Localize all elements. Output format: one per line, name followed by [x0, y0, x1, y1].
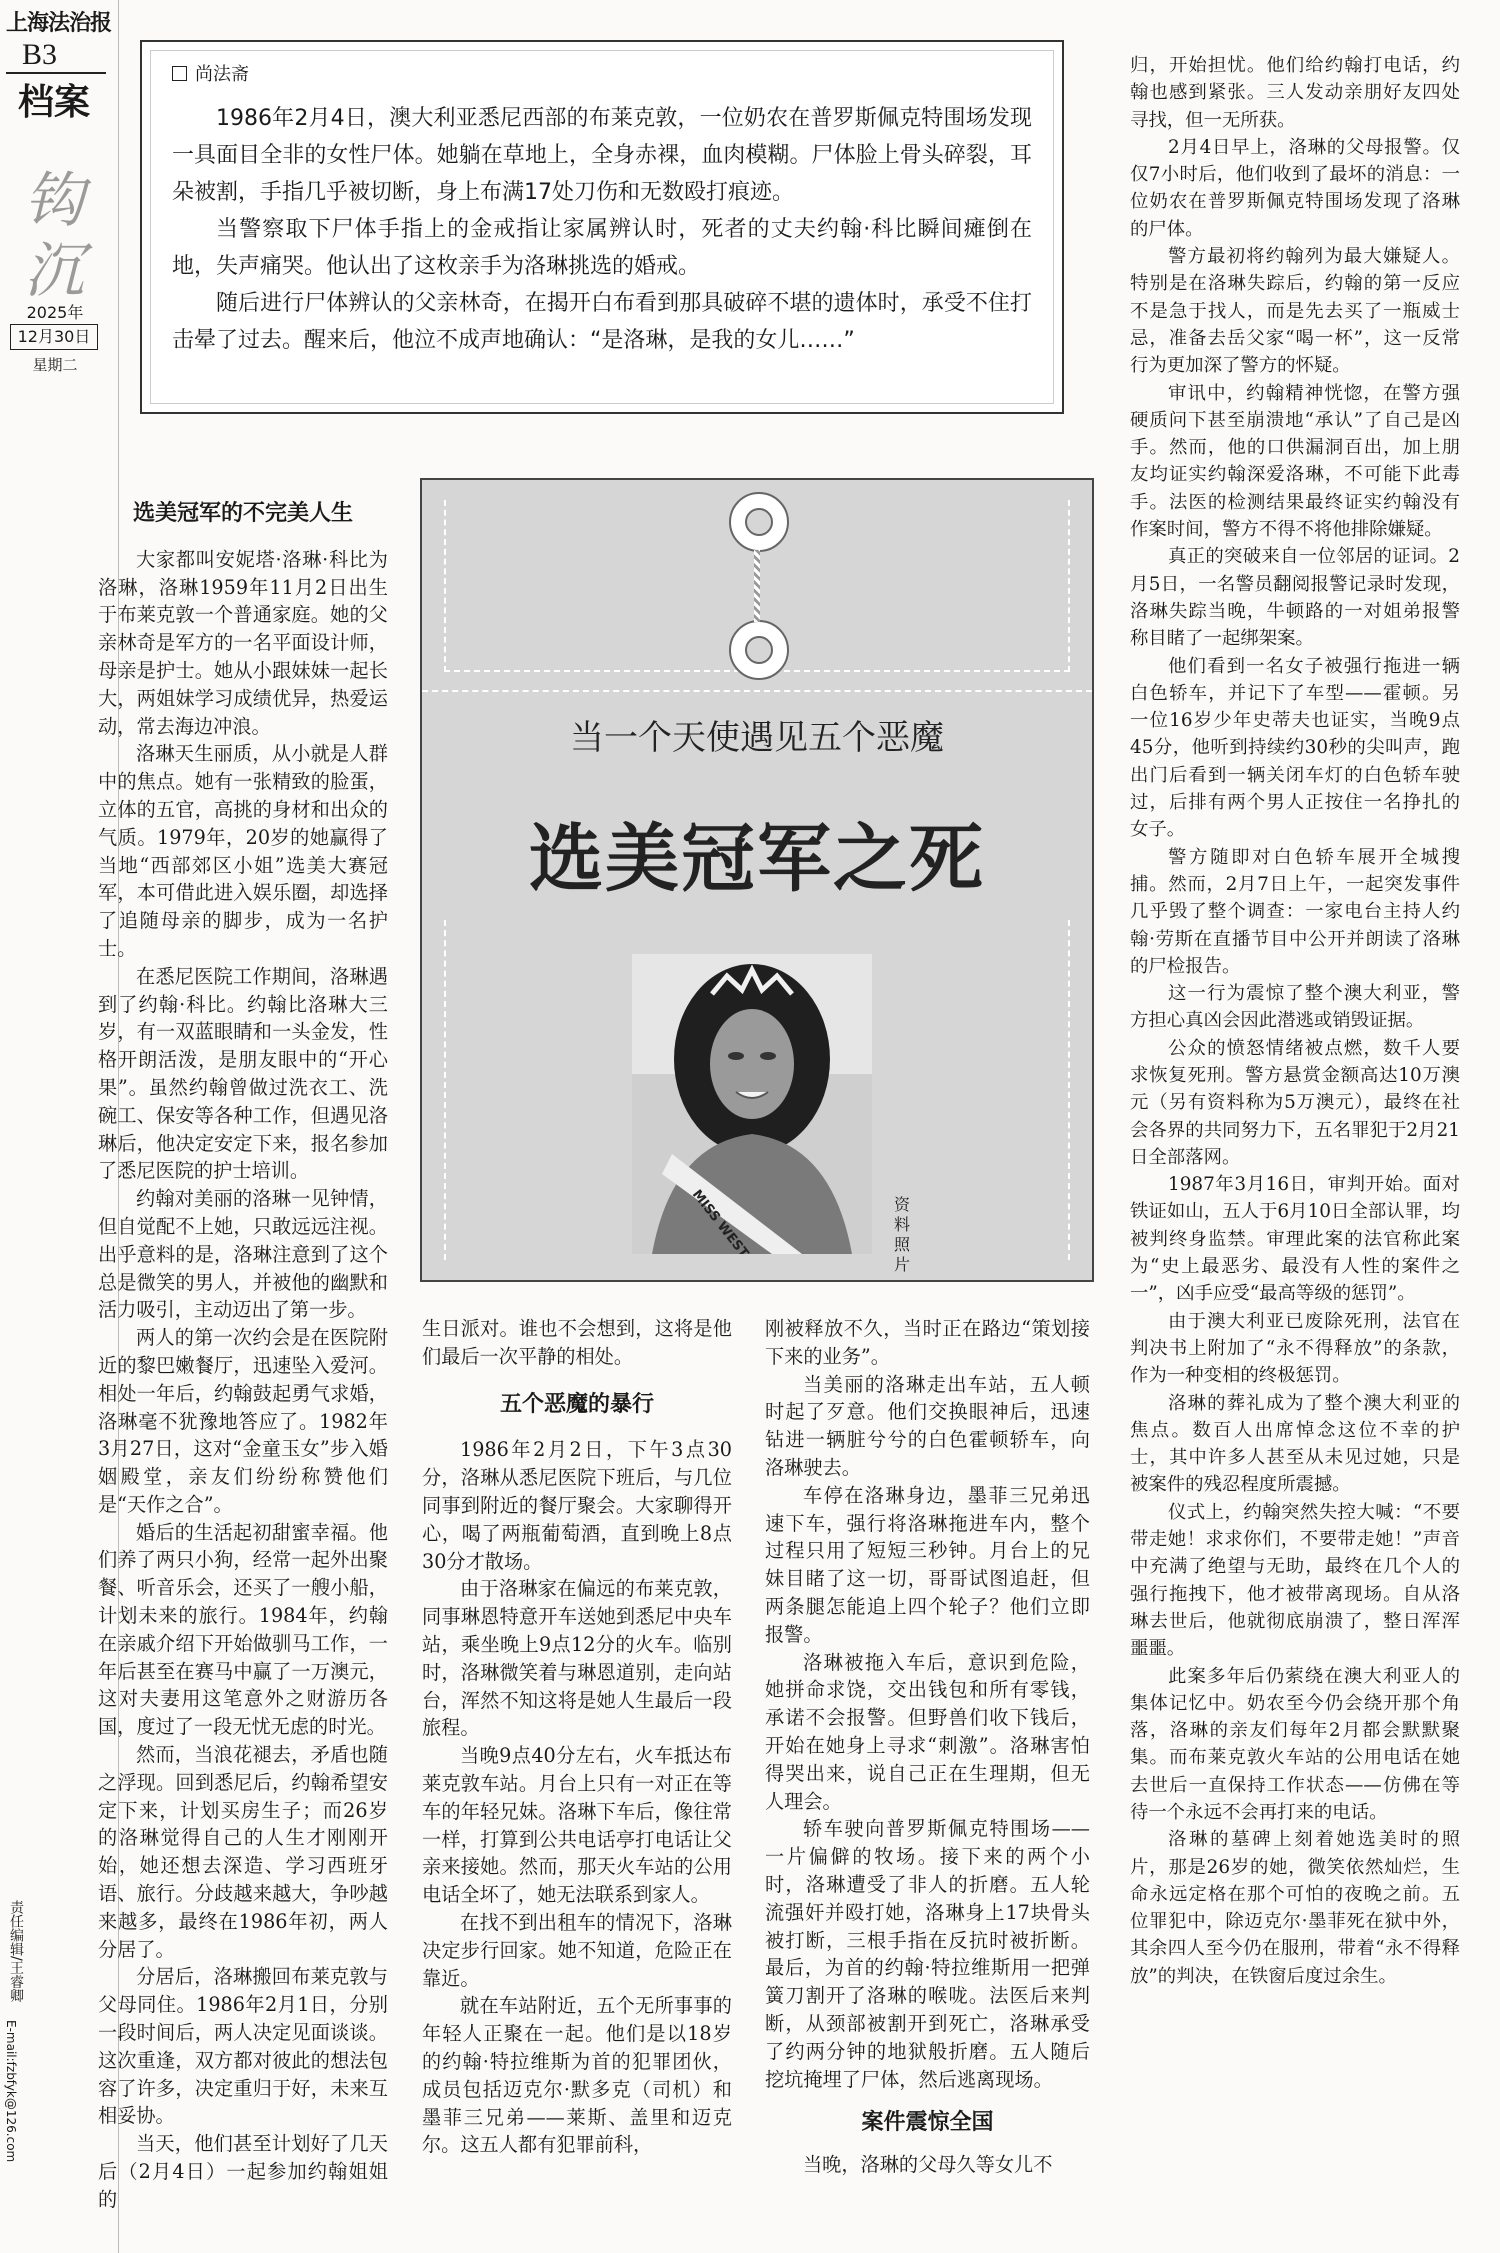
paragraph: 就在车站附近，五个无所事事的年轻人正聚在一起。他们是以18岁的约翰·特拉维斯为首的犯罪团伙，成员包括迈克尔·默多克（司机）和墨菲三兄弟——莱斯、盖里和迈克尔。这五人都有犯罪前科， [422, 1994, 732, 2157]
byline [172, 60, 249, 86]
headline-kicker: 当一个天使遇见五个恶魔 [570, 718, 944, 758]
article-column-2 [422, 1315, 732, 2159]
paragraph: 1986年2月2日，下午3点30分，洛琳从悉尼医院下班后，与几位同事到附近的餐厅聚会。大家聊得开心，喝了两瓶葡萄酒，直到晚上8点30分才散场。 [422, 1438, 732, 1573]
paragraph-continued: 归，开始担忧。他们给约翰打电话，约翰也感到紧张。三人发动亲朋好友四处寻找，但一无所获。 [1130, 55, 1460, 131]
editor-email: E-mail:fzbfyk@126.com [4, 2020, 18, 2163]
paragraph: 真正的突破来自一位邻居的证词。2月5日，一名警员翻阅报警记录时发现，洛琳失踪当晚，牛顿路的一对姐弟报警称目睹了一起绑架案。 [1130, 546, 1460, 650]
intro-box [140, 40, 1064, 414]
paragraph: 洛琳天生丽质，从小就是人群中的焦点。她有一张精致的脸蛋，立体的五官，高挑的身材和出众的气质。1979年，20岁的她赢得了当地“西部郊区小姐”选美大赛冠军，本可借此进入娱乐圈，却选择了追随母亲的脚步，成为一名护士。 [98, 742, 388, 960]
page-number: B3 [22, 38, 58, 71]
section-name-history: 钩沉 [24, 166, 84, 306]
headline-title: 选美冠军之死 [529, 816, 985, 902]
intro-paragraph: 1986年2月4日，澳大利亚悉尼西部的布莱克敦，一位奶农在普罗斯佩克特围场发现一具面目全非的女性尸体。她躺在草地上，全身赤裸，血肉模糊。尸体脸上骨头碎裂，耳朵被割，手指几乎被切断，身上布满17处刀伤和无数殴打痕迹。 [172, 106, 1032, 205]
paragraph: 公众的愤怒情绪被点燃，数千人要求恢复死刑。警方悬赏金额高达10万澳元（另有资料称为5万澳元），最终在社会各界的共同努力下，五名罪犯于2月21日全部落网。 [1130, 1037, 1460, 1168]
editor-credit: 责任编辑/王睿卿 [8, 1900, 24, 2003]
newspaper-logo: 上海法治报 [6, 10, 112, 36]
headline-envelope-graphic [420, 478, 1094, 1282]
intro-paragraph: 当警察取下尸体手指上的金戒指让家属辨认时，死者的丈夫约翰·科比瞬间瘫倒在地，失声痛哭。他认出了这枚亲手为洛琳挑选的婚戒。 [172, 217, 1032, 279]
byline-author: 尚法斋 [195, 64, 249, 85]
paragraph-continued: 生日派对。谁也不会想到，这将是他们最后一次平静的相处。 [422, 1317, 732, 1368]
subhead: 选美冠军的不完美人生 [132, 501, 353, 526]
paragraph: 审讯中，约翰精神恍惚，在警方强硬质问下甚至崩溃地“承认”了自己是凶手。然而，他的口供漏洞百出，加上朋友均证实约翰深爱洛琳，不可能下此毒手。法医的检测结果最终证实约翰没有作案时间，警方不得不将他排除嫌疑。 [1130, 382, 1460, 541]
paragraph: 在悉尼医院工作期间，洛琳遇到了约翰·科比。约翰比洛琳大三岁，有一双蓝眼睛和一头金发，性格开朗活泼，是朋友眼中的“开心果”。虽然约翰曾做过洗衣工、洗碗工、保安等各种工作，但遇见洛琳后，他决定安定下来，报名参加了悉尼医院的护士培训。 [98, 964, 388, 1183]
paragraph: 这一行为震惊了整个澳大利亚，警方担心真凶会因此潜逃或销毁证据。 [1130, 983, 1460, 1032]
paragraph: 分居后，洛琳搬回布莱克敦与父母同住。1986年2月1日，分别一段时间后，两人决定见面谈谈。这次重逢，双方都对彼此的想法包容了许多，决定重归于好，未来互相妥协。 [98, 1965, 388, 2128]
paragraph: 在找不到出租车的情况下，洛琳决定步行回家。她不知道，危险正在靠近。 [422, 1910, 732, 1990]
paragraph: 仪式上，约翰突然失控大喊：“不要带走她！求求你们，不要带走她！”声音中充满了绝望与无助，最终在几个人的强行拖拽下，他才被带离现场。自从洛琳去世后，他就彻底崩溃了，整日浑浑噩噩。 [1130, 1501, 1460, 1660]
paragraph: 此案多年后仍萦绕在澳大利亚人的集体记忆中。奶农至今仍会绕开那个角落，洛琳的亲友们每年2月都会默默聚集。而布莱克敦火车站的公用电话在她去世后一直保持工作状态——仿佛在等待一个永远不会再打来的电话。 [1130, 1665, 1460, 1823]
paragraph: 轿车驶向普罗斯佩克特围场——一片偏僻的牧场。接下来的两个小时，洛琳遭受了非人的折磨。五人轮流强奸并殴打她，洛琳身上17块骨头被打断，三根手指在反抗时被折断。最后，为首的约翰·特拉维斯用一把弹簧刀割开了洛琳的喉咙。法医后来判断，从颈部被割开到死亡，洛琳承受了约两分钟的地狱般折磨。五人随后挖坑掩埋了尸体，然后逃离现场。 [765, 1817, 1090, 2091]
masthead-rule [6, 72, 106, 74]
paragraph-continued: 刚被释放不久，当时正在路边“策划接下来的业务”。 [765, 1317, 1090, 1368]
portrait-illustration [632, 954, 872, 1254]
button-circle-icon [729, 620, 789, 680]
section-name-archive: 档案 [17, 82, 90, 123]
subhead: 案件震惊全国 [861, 2110, 994, 2136]
intro-paragraph: 随后进行尸体辨认的父亲林奇，在揭开白布看到那具破碎不堪的遗体时，承受不住打击晕了过去。醒来后，他泣不成声地确认：“是洛琳，是我的女儿……” [172, 291, 1032, 353]
paragraph: 当美丽的洛琳走出车站，五人顿时起了歹意。他们交换眼神后，迅速钻进一辆脏兮兮的白色霍顿轿车，向洛琳驶去。 [765, 1372, 1090, 1479]
paragraph: 大家都叫安妮塔·洛琳·科比为洛琳，洛琳1959年11月2日出生于布莱克敦一个普通家庭。她的父亲林奇是军方的一名平面设计师，母亲是护士。她从小跟妹妹一起长大，两姐妹学习成绩优异，热爱运动，常去海边冲浪。 [98, 547, 388, 738]
issue-year: 2025年 [26, 303, 84, 322]
envelope-string [754, 550, 760, 622]
article-column-1 [98, 500, 388, 2214]
paragraph: 警方最初将约翰列为最大嫌疑人。特别是在洛琳失踪后，约翰的第一反应不是急于找人，而是先去买了一瓶威士忌，准备去岳父家“喝一杯”，这一反常行为更加深了警方的怀疑。 [1130, 246, 1460, 377]
paragraph: 洛琳的墓碑上刻着她选美时的照片，那是26岁的她，微笑依然灿烂，生命永远定格在那个可怕的夜晚之前。五位罪犯中，除迈克尔·墨菲死在狱中外，其余四人至今仍在服刑，带着“永不得释放”的判决，在铁窗后度过余生。 [1130, 1829, 1460, 1987]
issue-date: 12月30日 [10, 324, 98, 350]
button-circle-icon [729, 492, 789, 552]
paragraph: 警方随即对白色轿车展开全城搜捕。然而，2月7日上午，一起突发事件几乎毁了整个调查：一家电台主持人约翰·劳斯在直播节目中公开并朗读了洛琳的尸检报告。 [1130, 846, 1460, 977]
paragraph: 当晚9点40分左右，火车抵达布莱克敦车站。月台上只有一对正在等车的年轻兄妹。洛琳下车后，像往常一样，打算到公共电话亭打电话让父亲来接她。然而，那天火车站的公用电话全坏了，她无法联系到家人。 [422, 1744, 732, 1907]
paragraph: 婚后的生活起初甜蜜幸福。他们养了两只小狗，经常一起外出聚餐、听音乐会，还买了一艘小船，计划未来的旅行。1984年，约翰在亲戚介绍下开始做驯马工作，一年后甚至在赛马中赢了一万澳元，这对夫妻用这笔意外之财游历各国，度过了一段无忧无虑的时光。 [98, 1520, 388, 1739]
byline-square-icon [172, 66, 187, 81]
paragraph: 他们看到一名女子被强行拖进一辆白色轿车，并记下了车型——霍顿。另一位16岁少年史蒂夫也证实，当晚9点45分，他听到持续约30秒的尖叫声，跑出门后看到一辆关闭车灯的白色轿车驶过，后排有两个男人正按住一名挣扎的女子。 [1130, 655, 1460, 841]
article-column-4 [1130, 52, 1460, 1990]
intro-text [172, 100, 1032, 359]
article-column-3 [765, 1315, 1090, 2179]
paragraph: 当天，他们甚至计划好了几天后（2月4日）一起参加约翰姐姐的 [98, 2132, 388, 2211]
issue-weekday: 星期二 [32, 356, 78, 374]
paragraph: 约翰对美丽的洛琳一见钟情，但自觉配不上她，只敢远远注视。出乎意料的是，洛琳注意到了这个总是微笑的男人，并被他的幽默和活力吸引，主动迈出了第一步。 [98, 1187, 388, 1322]
paragraph: 由于澳大利亚已废除死刑，法官在判决书上附加了“永不得释放”的条款，作为一种变相的终极惩罚。 [1130, 1310, 1460, 1387]
paragraph: 然而，当浪花褪去，矛盾也随之浮现。回到悉尼后，约翰希望安定下来，计划买房生子；而26岁的洛琳觉得自己的人生才刚刚开始，她还想去深造、学习西班牙语、旅行。分歧越来越大，争吵越来越多，最终在1986年初，两人分居了。 [98, 1743, 388, 1961]
subhead: 五个恶魔的暴行 [499, 1391, 654, 1417]
paragraph: 车停在洛琳身边，墨菲三兄弟迅速下车，强行将洛琳拖进车内，整个过程只用了短短三秒钟。月台上的兄妹目睹了这一切，哥哥试图追赶，但两条腿怎能追上四个轮子？他们立即报警。 [765, 1483, 1090, 1646]
paragraph: 2月4日早上，洛琳的父母报警。仅仅7小时后，他们收到了最坏的消息：一位奶农在普罗斯佩克特围场发现了洛琳的尸体。 [1130, 136, 1460, 240]
pageant-photo [632, 954, 872, 1254]
photo-caption: 资料照片 [894, 1195, 911, 1274]
paragraph: 当晚，洛琳的父母久等女儿不 [803, 2153, 1053, 2177]
paragraph: 两人的第一次约会是在医院附近的黎巴嫩餐厅，迅速坠入爱河。相处一年后，约翰鼓起勇气求婚，洛琳毫不犹豫地答应了。1982年3月27日，这对“金童玉女”步入婚姻殿堂，亲友们纷纷称赞他们是“天作之合”。 [98, 1326, 388, 1516]
paragraph: 1987年3月16日，审判开始。面对铁证如山，五人于6月10日全部认罪，均被判终身监禁。审理此案的法官称此案为“史上最恶劣、最没有人性的案件之一”，凶手应受“最高等级的惩罚”。 [1130, 1174, 1460, 1305]
paragraph: 洛琳被拖入车后，意识到危险，她拼命求饶，交出钱包和所有零钱，承诺不会报警。但野兽们收下钱后，开始在她身上寻求“刺激”。洛琳害怕得哭出来，说自己正在生理期，但无人理会。 [765, 1650, 1090, 1813]
paragraph: 洛琳的葬礼成为了整个澳大利亚的焦点。数百人出席悼念这位不幸的护士，其中许多人甚至从未见过她，只是被案件的残忍程度所震撼。 [1130, 1392, 1460, 1496]
paragraph: 由于洛琳家在偏远的布莱克敦，同事琳恩特意开车送她到悉尼中央车站，乘坐晚上9点12分的火车。临别时，洛琳微笑着与琳恩道别，走向站台，浑然不知这将是她人生最后一段旅程。 [422, 1577, 732, 1740]
